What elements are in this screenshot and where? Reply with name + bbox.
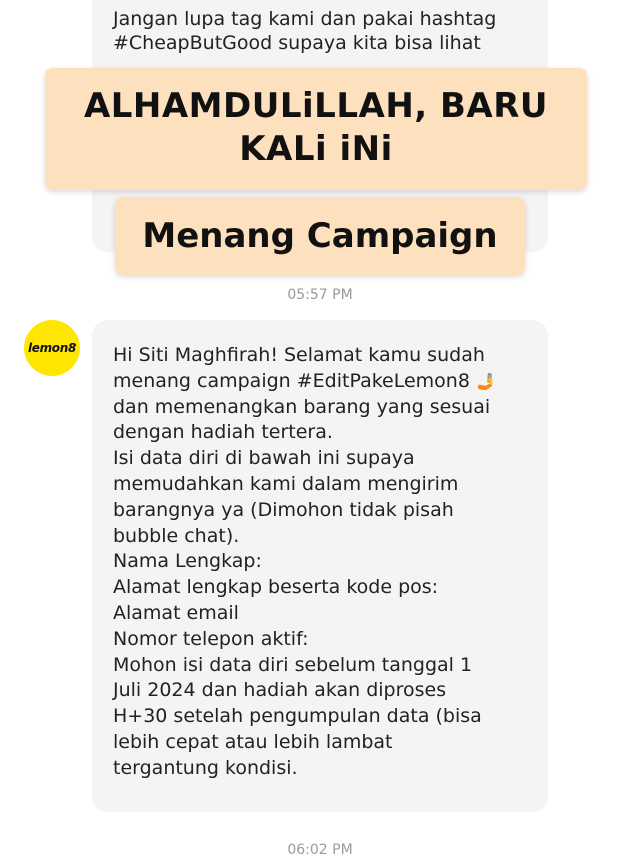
message-bubble[interactable] [92, 320, 548, 812]
message-text: Jangan lupa tag kami dan pakai hashtag #CheapButGood supaya kita bisa lihat [113, 8, 497, 54]
timestamp: 06:02 PM [287, 842, 353, 858]
message-text-part: Hi Siti Maghfirah! Selamat kamu sudah menang campaign #EditPakeLemon8 [113, 344, 485, 392]
message-text-part: dan memenangkan barang yang sesuai dengan hadiah tertera. Isi data diri di bawah ini supaya memudahkan kami dalam mengirim barangnya ya (Dimohon tidak pisah bubble chat). Nama Lengkap: Alamat lengkap beserta kode pos: Alamat email Nomor telepon aktif: Mohon isi data diri sebelum tanggal 1 Juli 2024 dan hadiah akan diproses H+30 setelah pengumpulan data (bisa lebih cepat atau lebih lambat tergantung kondisi. [113, 395, 491, 779]
overlay-subtitle-banner [115, 197, 525, 275]
message-text [113, 343, 533, 782]
selfie-emoji-icon: 🤳 [475, 371, 496, 391]
timestamp: 05:57 PM [287, 287, 353, 303]
overlay-title: ALHAMDULiLLAH, BARU KALi iNi [83, 86, 549, 169]
lemon8-logo-icon: lemon8 [27, 341, 77, 355]
overlay-title-banner [45, 68, 587, 190]
avatar[interactable] [24, 320, 80, 376]
overlay-subtitle: Menang Campaign [142, 216, 498, 256]
